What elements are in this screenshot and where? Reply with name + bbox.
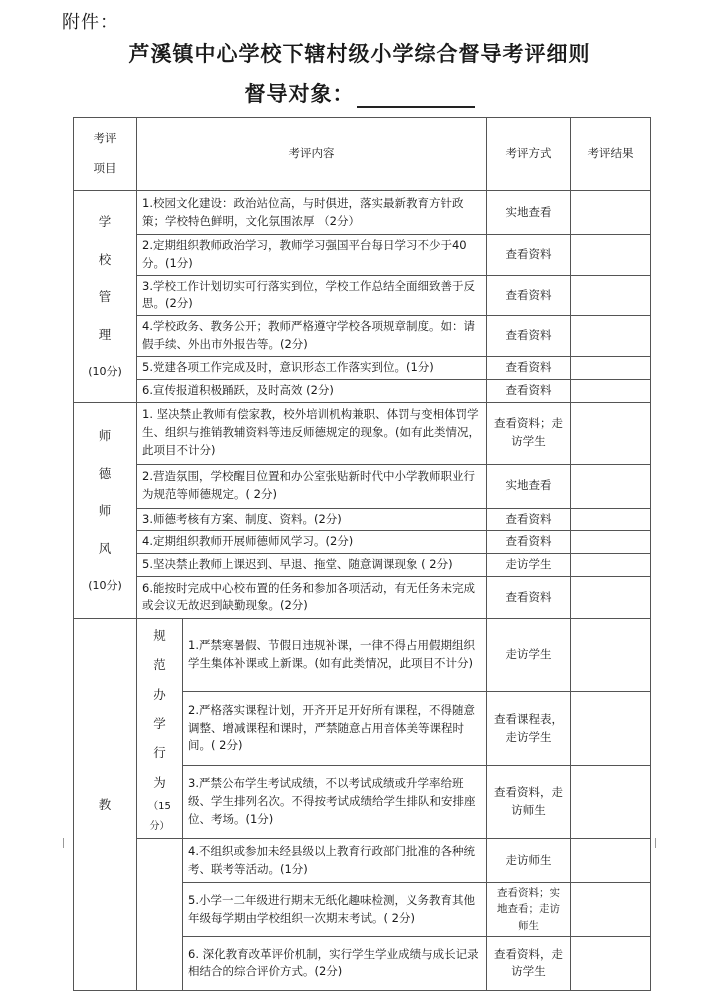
criterion-method: 查看资料 xyxy=(487,235,571,276)
criterion-content: 2.营造氛围，学校醒目位置和办公室张贴新时代中小学教师职业行为规范等师德规定。( 2分) xyxy=(137,464,487,508)
subsection-standard-conduct xyxy=(137,618,183,838)
table-row xyxy=(74,235,651,276)
criterion-method: 查看资料 xyxy=(487,356,571,379)
section-school-management xyxy=(74,191,137,403)
table-row xyxy=(74,316,651,357)
criterion-method: 实地查看 xyxy=(487,191,571,235)
subsection-points: 分） xyxy=(149,820,170,832)
criterion-result[interactable] xyxy=(571,464,651,508)
criterion-content: 4.不组织或参加未经县级以上教育行政部门批准的各种统考、联考等活动。(1分) xyxy=(183,839,487,883)
table-row xyxy=(74,508,651,531)
section-char: 风 xyxy=(98,540,112,556)
criterion-method: 走访学生 xyxy=(487,618,571,691)
subsection-char: 行 xyxy=(153,745,166,761)
criterion-method: 查看资料；实地查看；走访师生 xyxy=(487,883,571,937)
criterion-content: 6. 深化教育改革评价机制，实行学生学业成绩与成长记录相结合的综合评价方式。(2分) xyxy=(183,936,487,990)
criterion-result[interactable] xyxy=(571,402,651,464)
criterion-content: 5.坚决禁止教师上课迟到、早退、拖堂、随意调课现象 ( 2分) xyxy=(137,554,487,577)
header-item xyxy=(74,118,137,191)
criterion-content: 3.严禁公布学生考试成绩，不以考试成绩或升学率给班级、学生排列名次。不得按考试成绩给学生排队和安排座位、考场。(1分) xyxy=(183,765,487,838)
table-row xyxy=(74,275,651,316)
criterion-method: 查看资料 xyxy=(487,379,571,402)
header-item-line2: 项目 xyxy=(93,161,117,175)
criterion-content: 6.宣传报道积极踊跃，及时高效 (2分) xyxy=(137,379,487,402)
table-header-row xyxy=(74,118,651,191)
criterion-result[interactable] xyxy=(571,692,651,765)
criterion-result[interactable] xyxy=(571,531,651,554)
subsection-char: 范 xyxy=(153,657,166,673)
criterion-content: 2.严格落实课程计划，开齐开足开好所有课程，不得随意调整、增减课程和课时，严禁随意占用音体美等课程时间。( 2分) xyxy=(183,692,487,765)
table-row xyxy=(74,531,651,554)
criterion-content: 3.学校工作计划切实可行落实到位，学校工作总结全面细致善于反思。(2分) xyxy=(137,275,487,316)
criterion-result[interactable] xyxy=(571,883,651,937)
subsection-char: 办 xyxy=(153,686,166,702)
criterion-content: 5.党建各项工作完成及时，意识形态工作落实到位。(1分) xyxy=(137,356,487,379)
criterion-content: 4.学校政务、教务公开；教师严格遵守学校各项规章制度。如：请假手续、外出市外报告等。(2分) xyxy=(137,316,487,357)
table-row xyxy=(74,464,651,508)
subsection-char: 规 xyxy=(153,627,166,643)
criterion-result[interactable] xyxy=(571,191,651,235)
page-title: 芦溪镇中心学校下辖村级小学综合督导考评细则 xyxy=(128,42,591,66)
criterion-result[interactable] xyxy=(571,765,651,838)
section-teaching xyxy=(74,618,137,990)
criterion-method: 查看资料 xyxy=(487,576,571,618)
section-char: 管 xyxy=(98,289,112,305)
criterion-content: 1.严禁寒暑假、节假日违规补课，一律不得占用假期组织学生集体补课或上新课。(如有此类情况，此项目不计分) xyxy=(183,618,487,691)
criterion-result[interactable] xyxy=(571,839,651,883)
supervision-target-blank xyxy=(357,84,475,108)
header-result: 考评结果 xyxy=(571,118,651,191)
table-row xyxy=(74,191,651,235)
section-char: 师 xyxy=(98,503,112,519)
criterion-content: 6.能按时完成中心校布置的任务和参加各项活动，有无任务未完成或会议无故迟到缺勤现象。(2分) xyxy=(137,576,487,618)
table-row xyxy=(74,554,651,577)
section-char: 师 xyxy=(98,428,112,444)
criterion-result[interactable] xyxy=(571,554,651,577)
criterion-result[interactable] xyxy=(571,275,651,316)
subsection-char: 为 xyxy=(153,774,166,790)
criterion-result[interactable] xyxy=(571,576,651,618)
crop-mark xyxy=(53,838,64,848)
table-row xyxy=(74,576,651,618)
criterion-result[interactable] xyxy=(571,936,651,990)
header-method: 考评方式 xyxy=(487,118,571,191)
section-points: (10分) xyxy=(88,364,122,378)
criterion-content: 1. 坚决禁止教师有偿家教，校外培训机构兼职、体罚与变相体罚学生、组织与推销教辅资料等违反师德规定的现象。(如有此类情况，此项目不计分) xyxy=(137,402,487,464)
header-item-line1: 考评 xyxy=(93,131,117,146)
criterion-method: 查看资料，走访师生 xyxy=(487,765,571,838)
subsection-continued xyxy=(137,839,183,991)
criterion-method: 查看资料 xyxy=(487,275,571,316)
criterion-content: 5.小学一二年级进行期末无纸化趣味检测，义务教育其他年级每学期由学校组织一次期末考试。( 2分) xyxy=(183,883,487,937)
criterion-content: 3.师德考核有方案、制度、资料。(2分) xyxy=(137,508,487,531)
criterion-content: 1.校园文化建设：政治站位高，与时俱进，落实最新教育方针政策；学校特色鲜明，文化氛围浓厚 （2分） xyxy=(137,191,487,235)
table-row xyxy=(74,402,651,464)
supervision-target-label: 督导对象： xyxy=(244,82,355,106)
header-content: 考评内容 xyxy=(137,118,487,191)
criterion-result[interactable] xyxy=(571,508,651,531)
subsection-char: 学 xyxy=(153,716,166,732)
section-char: 学 xyxy=(98,214,112,230)
criterion-content: 4.定期组织教师开展师德师风学习。(2分) xyxy=(137,531,487,554)
criterion-result[interactable] xyxy=(571,379,651,402)
table-row xyxy=(74,356,651,379)
table-row xyxy=(74,839,651,883)
criterion-result[interactable] xyxy=(571,618,651,691)
criterion-method: 走访学生 xyxy=(487,554,571,577)
criterion-method: 走访师生 xyxy=(487,839,571,883)
section-teacher-ethics xyxy=(74,402,137,618)
table-row xyxy=(74,618,651,691)
criterion-method: 查看资料 xyxy=(487,531,571,554)
section-char: 理 xyxy=(98,326,112,342)
criterion-method: 查看资料，走访学生 xyxy=(487,936,571,990)
section-points: (10分) xyxy=(88,578,122,592)
attachment-label: 附件： xyxy=(62,12,119,33)
section-char: 德 xyxy=(98,465,112,481)
crop-mark xyxy=(655,838,666,848)
criterion-result[interactable] xyxy=(571,316,651,357)
criterion-method: 查看课程表，走访学生 xyxy=(487,692,571,765)
table-row xyxy=(74,379,651,402)
section-char: 校 xyxy=(98,251,112,267)
supervision-target-line xyxy=(0,78,719,108)
criterion-method: 查看资料 xyxy=(487,508,571,531)
criterion-method: 实地查看 xyxy=(487,464,571,508)
evaluation-table xyxy=(73,117,651,991)
criterion-result[interactable] xyxy=(571,356,651,379)
section-char: 教 xyxy=(98,796,112,812)
subsection-points: （15 xyxy=(148,801,171,813)
criterion-method: 查看资料 xyxy=(487,316,571,357)
criterion-content: 2.定期组织教师政治学习，教师学习强国平台每日学习不少于40分。(1分) xyxy=(137,235,487,276)
criterion-method: 查看资料；走访学生 xyxy=(487,402,571,464)
criterion-result[interactable] xyxy=(571,235,651,276)
